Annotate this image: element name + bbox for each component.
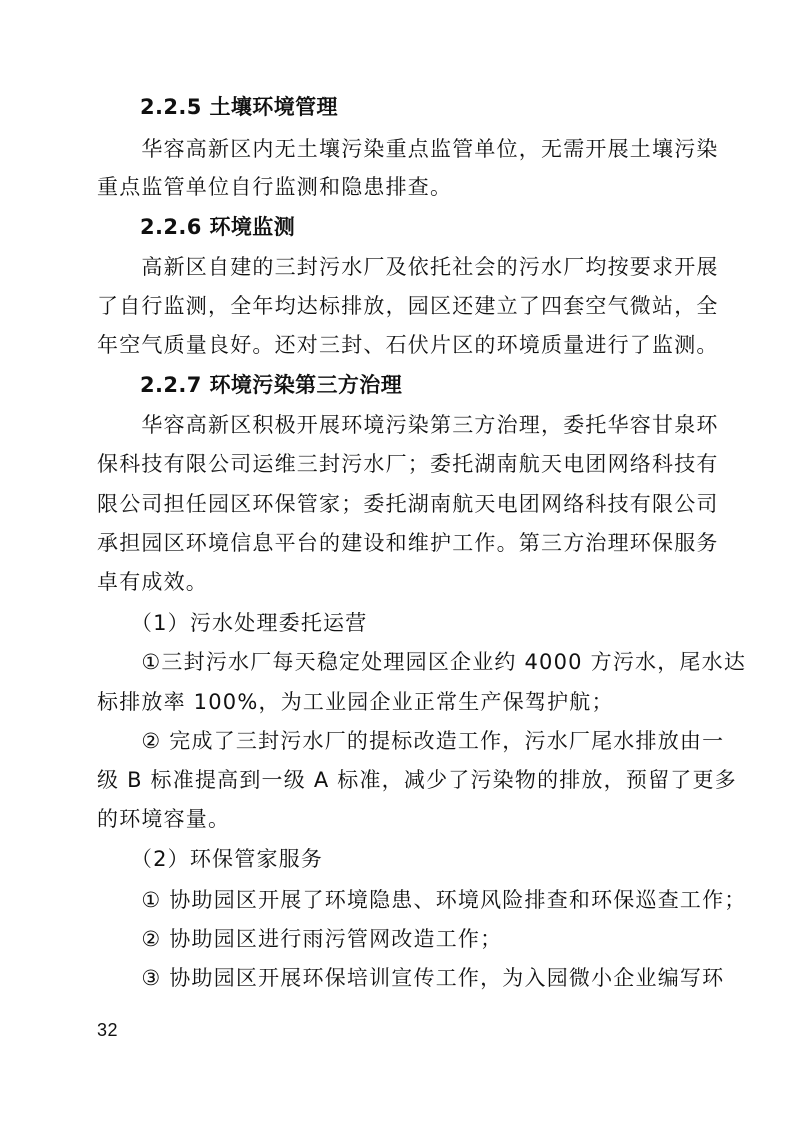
section-heading-2-2-5: 2.2.5 土壤环境管理 xyxy=(140,95,338,119)
paragraph-line: 标排放率 100%，为工业园企业正常生产保驾护航； xyxy=(97,690,614,714)
section-heading-2-2-6: 2.2.6 环境监测 xyxy=(140,215,296,239)
paragraph-line: 保科技有限公司运维三封污水厂；委托湖南航天电团网络科技有 xyxy=(97,452,719,476)
paragraph-line: ② 协助园区进行雨污管网改造工作； xyxy=(97,927,503,951)
subsection-title: （1）污水处理委托运营 xyxy=(97,611,368,635)
section-heading-2-2-7: 2.2.7 环境污染第三方治理 xyxy=(140,373,403,397)
paragraph-line: 了自行监测，全年均达标排放，园区还建立了四套空气微站，全 xyxy=(97,294,719,318)
paragraph-line: ③ 协助园区开展环保培训宣传工作，为入园微小企业编写环 xyxy=(97,966,725,990)
paragraph-line: 限公司担任园区环保管家；委托湖南航天电团网络科技有限公司 xyxy=(97,492,719,516)
paragraph-line: 卓有成效。 xyxy=(97,570,208,594)
paragraph-line: 的环境容量。 xyxy=(97,807,231,831)
paragraph-line: 重点监管单位自行监测和隐患排查。 xyxy=(97,175,453,199)
page-number: 32 xyxy=(97,1020,119,1040)
paragraph-line: 级 B 标准提高到一级 A 标准，减少了污染物的排放，预留了更多 xyxy=(97,768,737,792)
paragraph-line: 承担园区环境信息平台的建设和维护工作。第三方治理环保服务 xyxy=(97,531,719,555)
subsection-title: （2）环保管家服务 xyxy=(97,847,324,871)
paragraph-line: 高新区自建的三封污水厂及依托社会的污水厂均按要求开展 xyxy=(97,255,719,279)
paragraph-line: ①三封污水厂每天稳定处理园区企业约 4000 方污水，尾水达 xyxy=(97,650,747,674)
paragraph-line: 华容高新区积极开展环境污染第三方治理，委托华容甘泉环 xyxy=(97,413,719,437)
paragraph-line: ② 完成了三封污水厂的提标改造工作，污水厂尾水排放由一 xyxy=(97,729,725,753)
paragraph-line: ① 协助园区开展了环境隐患、环境风险排查和环保巡查工作； xyxy=(97,888,747,912)
paragraph-line: 华容高新区内无土壤污染重点监管单位，无需开展土壤污染 xyxy=(97,137,719,161)
paragraph-line: 年空气质量良好。还对三封、石伏片区的环境质量进行了监测。 xyxy=(97,333,719,357)
